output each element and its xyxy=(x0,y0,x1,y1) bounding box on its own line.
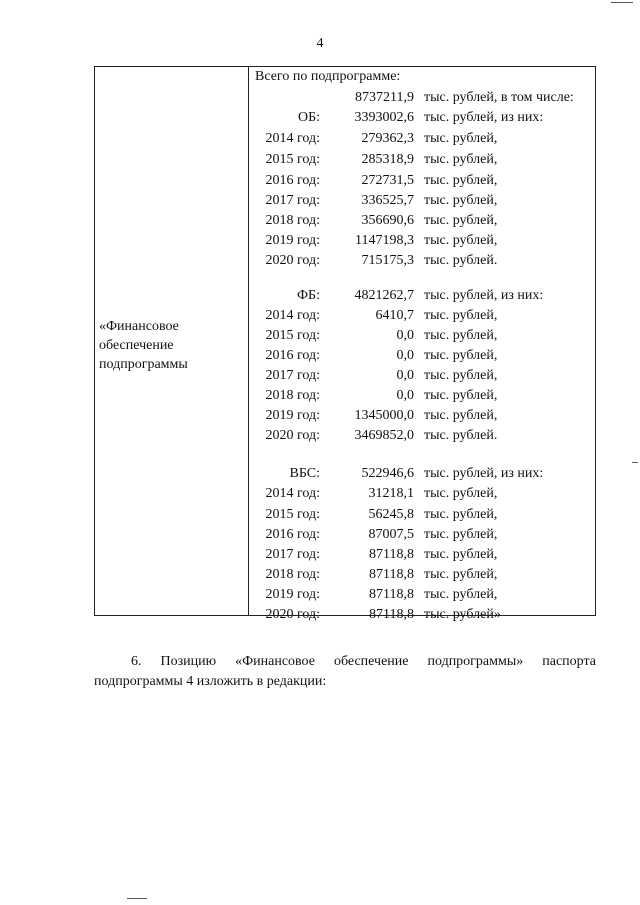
funding-row xyxy=(0,366,640,385)
row-label: 2020 год: xyxy=(265,428,320,443)
row-unit: тыс. рублей, в том числе: xyxy=(424,90,574,105)
row-amount: 0,0 xyxy=(396,388,414,403)
funding-row xyxy=(0,326,640,345)
funding-row xyxy=(0,286,640,305)
row-amount: 279362,3 xyxy=(361,131,414,146)
funding-row xyxy=(0,306,640,325)
funding-row xyxy=(0,585,640,604)
row-amount: 87118,8 xyxy=(369,607,414,622)
row-unit: тыс. рублей, xyxy=(424,193,498,208)
row-unit: тыс. рублей, xyxy=(424,547,498,562)
funding-row xyxy=(0,426,640,445)
row-label: 2016 год: xyxy=(265,527,320,542)
row-label: 2016 год: xyxy=(265,348,320,363)
row-unit: тыс. рублей, xyxy=(424,213,498,228)
row-amount: 31218,1 xyxy=(368,486,414,501)
row-unit: тыс. рублей. xyxy=(424,253,498,268)
row-unit: тыс. рублей, xyxy=(424,486,498,501)
scan-mark-right xyxy=(632,462,638,463)
row-label: 2015 год: xyxy=(265,152,320,167)
funding-row xyxy=(0,386,640,405)
funding-row xyxy=(0,129,640,148)
funding-row xyxy=(0,565,640,584)
paragraph-line-2: подпрограммы 4 изложить в редакции: xyxy=(94,674,327,689)
row-label: 2015 год: xyxy=(265,507,320,522)
row-unit: тыс. рублей, xyxy=(424,587,498,602)
funding-row xyxy=(0,525,640,544)
row-unit: тыс. рублей, xyxy=(424,308,498,323)
row-amount: 356690,6 xyxy=(361,213,414,228)
row-unit: тыс. рублей, xyxy=(424,507,498,522)
row-unit: тыс. рублей, из них: xyxy=(424,110,544,125)
row-unit: тыс. рублей, xyxy=(424,328,498,343)
row-label: 2017 год: xyxy=(265,547,320,562)
row-label: 2015 год: xyxy=(265,328,320,343)
row-unit: тыс. рублей, xyxy=(424,233,498,248)
funding-row xyxy=(0,505,640,524)
row-unit: тыс. рублей, xyxy=(424,348,498,363)
row-amount: 87118,8 xyxy=(369,567,414,582)
funding-row xyxy=(0,211,640,230)
row-amount: 3393002,6 xyxy=(354,110,414,125)
funding-row xyxy=(0,251,640,270)
funding-row xyxy=(0,231,640,250)
row-label: 2017 год: xyxy=(265,193,320,208)
row-unit: тыс. рублей, из них: xyxy=(424,288,544,303)
row-amount: 6410,7 xyxy=(375,308,414,323)
row-amount: 4821262,7 xyxy=(354,288,414,303)
page-number: 4 xyxy=(316,36,324,51)
row-label: ВБС: xyxy=(289,466,320,481)
row-amount: 0,0 xyxy=(396,348,414,363)
scan-mark-bottom xyxy=(127,898,147,899)
row-amount: 56245,8 xyxy=(368,507,414,522)
row-label: 2019 год: xyxy=(265,233,320,248)
row-amount: 87118,8 xyxy=(369,587,414,602)
funding-row xyxy=(0,108,640,127)
funding-row xyxy=(0,346,640,365)
row-amount: 272731,5 xyxy=(361,173,414,188)
section-label: «Финансовое обеспечение подпрограммы xyxy=(99,319,188,372)
row-label: 2014 год: xyxy=(265,131,320,146)
paragraph-line-1: 6. Позицию «Финансовое обеспечение подпрограммы» паспорта xyxy=(131,654,596,669)
row-amount: 3469852,0 xyxy=(354,428,414,443)
row-unit: тыс. рублей, xyxy=(424,173,498,188)
row-label: ОБ: xyxy=(297,110,320,125)
row-unit: тыс. рублей, xyxy=(424,388,498,403)
row-amount: 285318,9 xyxy=(361,152,414,167)
row-amount: 336525,7 xyxy=(361,193,414,208)
funding-row xyxy=(0,406,640,425)
row-label: 2014 год: xyxy=(265,486,320,501)
row-unit: тыс. рублей, xyxy=(424,368,498,383)
row-label: 2018 год: xyxy=(265,388,320,403)
row-unit: тыс. рублей» xyxy=(424,607,501,622)
row-label: ФБ: xyxy=(297,288,320,303)
row-amount: 1345000,0 xyxy=(354,408,414,423)
row-label: 2018 год: xyxy=(265,213,320,228)
scan-mark-top xyxy=(611,2,633,3)
funding-row xyxy=(0,171,640,190)
funding-row xyxy=(0,464,640,483)
row-amount: 87007,5 xyxy=(368,527,414,542)
row-label: 2019 год: xyxy=(265,587,320,602)
funding-row xyxy=(0,88,640,107)
row-amount: 87118,8 xyxy=(369,547,414,562)
row-unit: тыс. рублей, xyxy=(424,131,498,146)
funding-row xyxy=(0,484,640,503)
row-unit: тыс. рублей, из них: xyxy=(424,466,544,481)
row-unit: тыс. рублей, xyxy=(424,408,498,423)
row-amount: 0,0 xyxy=(396,328,414,343)
funding-row xyxy=(0,191,640,210)
row-amount: 8737211,9 xyxy=(355,90,414,105)
table-heading: Всего по подпрограмме: xyxy=(255,69,401,84)
row-amount: 715175,3 xyxy=(361,253,414,268)
row-unit: тыс. рублей, xyxy=(424,152,498,167)
row-label: 2014 год: xyxy=(265,308,320,323)
row-amount: 0,0 xyxy=(396,368,414,383)
row-label: 2016 год: xyxy=(265,173,320,188)
row-label: 2018 год: xyxy=(265,567,320,582)
funding-row xyxy=(0,545,640,564)
row-label: 2020 год: xyxy=(265,607,320,622)
row-unit: тыс. рублей, xyxy=(424,527,498,542)
row-amount: 522946,6 xyxy=(361,466,414,481)
row-amount: 1147198,3 xyxy=(355,233,414,248)
row-unit: тыс. рублей, xyxy=(424,567,498,582)
row-label: 2020 год: xyxy=(265,253,320,268)
row-label: 2019 год: xyxy=(265,408,320,423)
row-unit: тыс. рублей. xyxy=(424,428,498,443)
funding-row xyxy=(0,605,640,624)
funding-row xyxy=(0,150,640,169)
row-label: 2017 год: xyxy=(265,368,320,383)
